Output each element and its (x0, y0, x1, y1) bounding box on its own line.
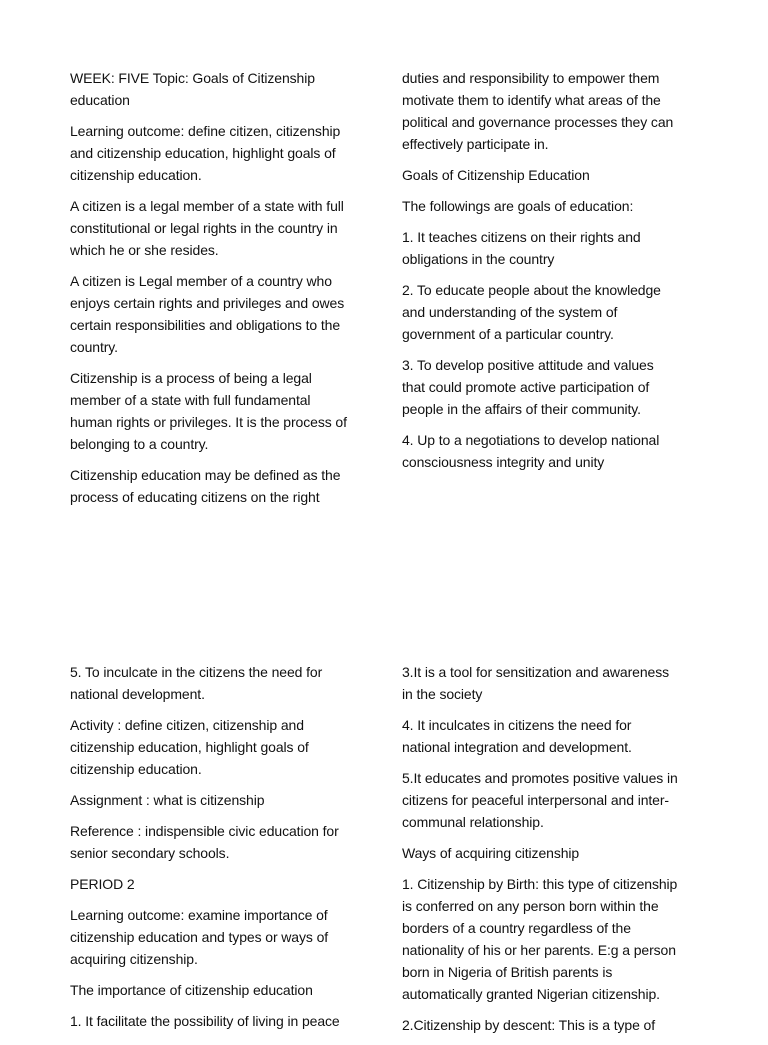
ways-heading: Ways of acquiring citizenship (402, 845, 580, 861)
learning-outcome: Learning outcome: define citizen, citizenship and citizenship education, highlight goals of citizenship education. (70, 123, 341, 183)
citizenship-by-birth: 1. Citizenship by Birth: this type of citizenship is conferred on any person born within the borders of a country regardless of the nationality of his or her parents. E:g a person born in Nigeria of British parents is automatically granted Nigerian citizenship. (402, 876, 678, 1002)
goal-item-2: 2. To educate people about the knowledge and understanding of the system of government of a particular country. (402, 282, 661, 342)
week-topic-heading: WEEK: FIVE Topic: Goals of Citizenship education (70, 70, 315, 108)
page1-right-column (402, 67, 702, 482)
period-heading: PERIOD 2 (70, 876, 135, 892)
citizen-definition-2: A citizen is Legal member of a country who enjoys certain rights and privileges and owes certain responsibilities and obligations to the country. (70, 273, 345, 355)
activity-text: Activity : define citizen, citizenship and citizenship education, highlight goals of citizenship education. (70, 717, 309, 777)
page2-right-column (402, 661, 702, 1045)
reference-text: Reference : indispensible civic education for senior secondary schools. (70, 823, 339, 861)
page1-left-column (70, 67, 370, 517)
citizen-definition-1: A citizen is a legal member of a state with full constitutional or legal rights in the country in which he or she resides. (70, 198, 344, 258)
citizenship-definition: Citizenship is a process of being a legal member of a state with full fundamental human rights or privileges. It is the process of belonging to a country. (70, 370, 347, 452)
goals-heading: Goals of Citizenship Education (402, 167, 590, 183)
goal-item-5: 5. To inculcate in the citizens the need for national development. (70, 664, 323, 702)
citizenship-by-descent: 2.Citizenship by descent: This is a type of (402, 1017, 656, 1033)
assignment-text: Assignment : what is citizenship (70, 792, 265, 808)
goal-item-1: 1. It teaches citizens on their rights and obligations in the country (402, 229, 641, 267)
learning-outcome-2: Learning outcome: examine importance of citizenship education and types or ways of acquiring citizenship. (70, 907, 329, 967)
importance-item-1: 1. It facilitate the possibility of living in peace (70, 1013, 340, 1029)
page2-left-column (70, 661, 370, 1041)
goals-intro: The followings are goals of education: (402, 198, 634, 214)
importance-item-5: 5.It educates and promotes positive values in citizens for peaceful interpersonal and inter- communal relationship. (402, 770, 678, 830)
citizenship-education-definition: Citizenship education may be defined as the process of educating citizens on the right (70, 467, 341, 505)
importance-heading: The importance of citizenship education (70, 982, 313, 998)
goal-item-4: 4. Up to a negotiations to develop national consciousness integrity and unity (402, 432, 660, 470)
importance-item-3: 3.It is a tool for sensitization and awareness in the society (402, 664, 669, 702)
goal-item-3: 3. To develop positive attitude and values that could promote active participation of people in the affairs of their community. (402, 357, 654, 417)
definition-continued: duties and responsibility to empower them motivate them to identify what areas of the political and governance processes they can effectively participate in. (402, 70, 674, 152)
importance-item-4: 4. It inculcates in citizens the need for national integration and development. (402, 717, 632, 755)
